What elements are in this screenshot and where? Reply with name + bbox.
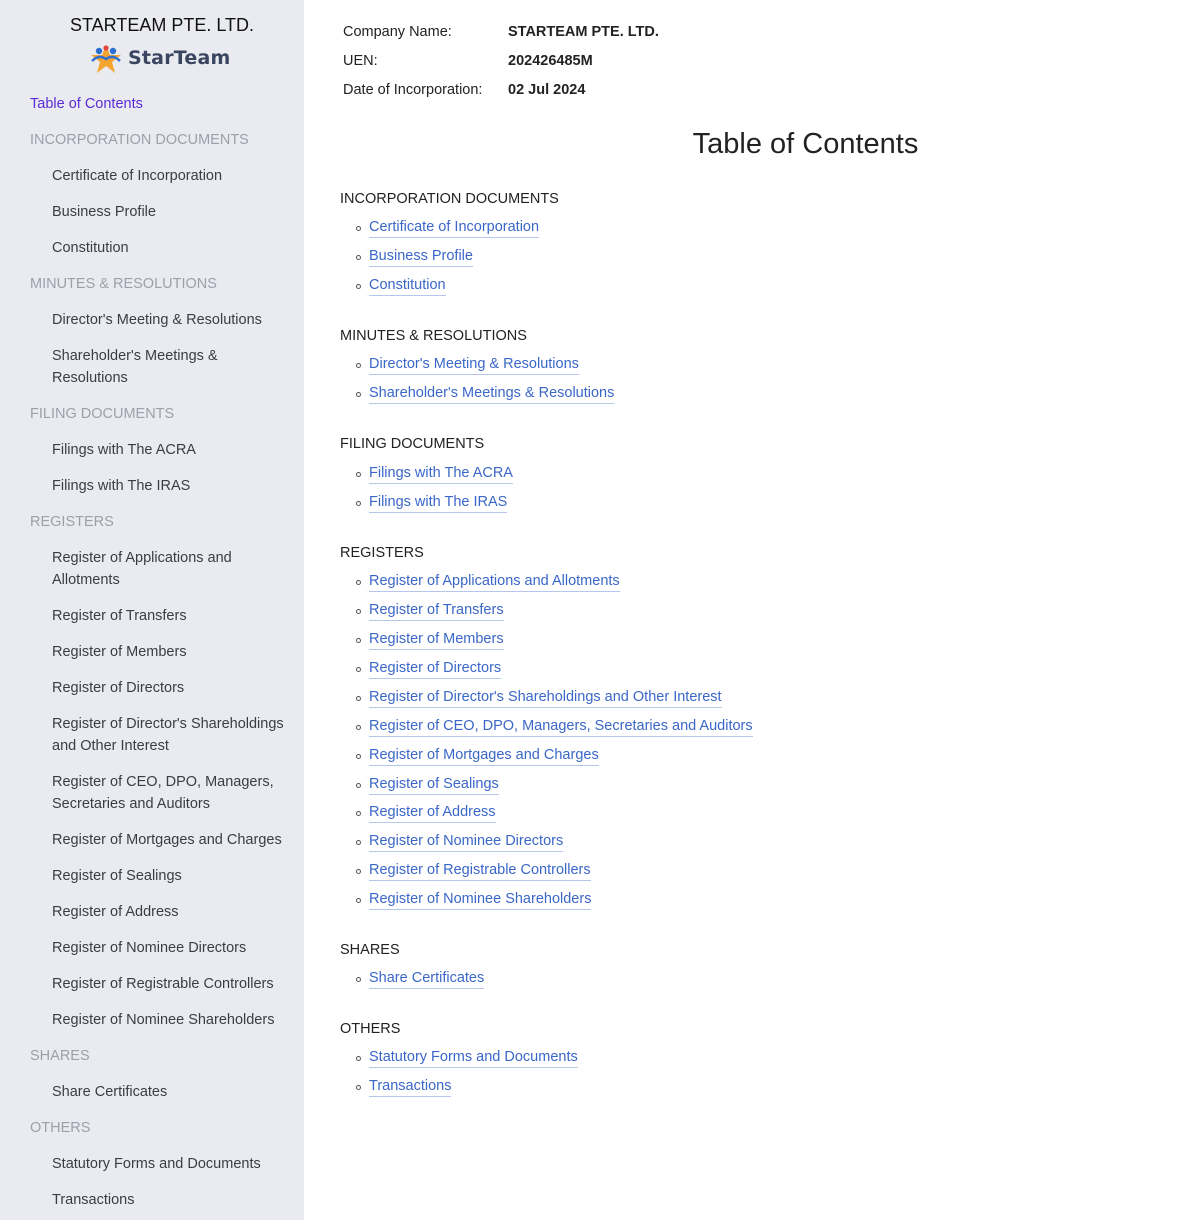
sidebar-section-shares: SHARES [30, 1048, 90, 1064]
bullet-icon [356, 977, 361, 982]
sidebar-item-transactions[interactable]: Transactions [52, 1192, 135, 1208]
uen-value: 202426485M [508, 53, 593, 69]
bullet-icon [356, 580, 361, 585]
sidebar-item-register-address[interactable]: Register of Address [52, 904, 179, 920]
bullet-icon [356, 754, 361, 759]
bullet-icon [356, 898, 361, 903]
sidebar-item-directors-meeting[interactable]: Director's Meeting & Resolutions [52, 312, 262, 328]
toc-item [356, 275, 446, 297]
sidebar-section-minutes: MINUTES & RESOLUTIONS [30, 276, 217, 292]
company-name-heading: STARTEAM PTE. LTD. [69, 15, 255, 35]
bullet-icon [356, 363, 361, 368]
bullet-icon [356, 1085, 361, 1090]
toc-section-registers: REGISTERS [340, 545, 424, 561]
incorporation-date-value: 02 Jul 2024 [508, 82, 586, 98]
toc-link-register-directors[interactable]: Register of Directors [369, 659, 501, 679]
sidebar-item-statutory-forms[interactable]: Statutory Forms and Documents [52, 1156, 261, 1172]
sidebar-toc-link[interactable]: Table of Contents [30, 96, 143, 112]
toc-item [356, 463, 513, 485]
toc-link-register-registrable-controllers[interactable]: Register of Registrable Controllers [369, 861, 591, 881]
toc-link-share-certificates[interactable]: Share Certificates [369, 969, 484, 989]
sidebar-section-incorporation: INCORPORATION DOCUMENTS [30, 132, 249, 148]
toc-item [356, 658, 501, 680]
toc-link-register-address[interactable]: Register of Address [369, 803, 496, 823]
bullet-icon [356, 840, 361, 845]
toc-item [356, 889, 591, 911]
toc-item [356, 383, 614, 405]
bullet-icon [356, 392, 361, 397]
bullet-icon [356, 284, 361, 289]
toc-section-filing: FILING DOCUMENTS [340, 436, 485, 452]
bullet-icon [356, 783, 361, 788]
toc-section-others: OTHERS [340, 1021, 401, 1037]
sidebar-section-registers: REGISTERS [30, 514, 114, 530]
toc-item [356, 745, 599, 767]
toc-link-directors-meeting[interactable]: Director's Meeting & Resolutions [369, 355, 579, 375]
uen-label: UEN: [343, 53, 378, 69]
sidebar-item-register-mortgages[interactable]: Register of Mortgages and Charges [52, 832, 282, 848]
sidebar-item-register-transfers[interactable]: Register of Transfers [52, 608, 187, 624]
toc-item [356, 246, 473, 268]
sidebar-section-others: OTHERS [30, 1120, 91, 1136]
toc-link-transactions[interactable]: Transactions [369, 1077, 451, 1097]
bullet-icon [356, 811, 361, 816]
starteam-logo [86, 41, 231, 75]
toc-link-shareholders-meetings[interactable]: Shareholder's Meetings & Resolutions [369, 384, 614, 404]
bullet-icon [356, 869, 361, 874]
toc-item [356, 217, 539, 239]
toc-section-incorporation: INCORPORATION DOCUMENTS [340, 191, 559, 207]
toc-link-business-profile[interactable]: Business Profile [369, 247, 473, 267]
toc-link-register-applications[interactable]: Register of Applications and Allotments [369, 572, 620, 592]
toc-link-statutory-forms[interactable]: Statutory Forms and Documents [369, 1048, 578, 1068]
toc-section-minutes: MINUTES & RESOLUTIONS [340, 328, 527, 344]
bullet-icon [356, 609, 361, 614]
bullet-icon [356, 696, 361, 701]
sidebar-item-constitution[interactable]: Constitution [52, 240, 129, 256]
toc-link-register-ceo-dpo[interactable]: Register of CEO, DPO, Managers, Secretaries and Auditors [369, 717, 753, 737]
toc-link-register-members[interactable]: Register of Members [369, 630, 504, 650]
toc-item [356, 1047, 578, 1069]
toc-link-register-transfers[interactable]: Register of Transfers [369, 601, 504, 621]
toc-item [356, 968, 484, 990]
toc-item [356, 600, 504, 622]
toc-link-certificate-of-incorporation[interactable]: Certificate of Incorporation [369, 218, 539, 238]
toc-item [356, 1076, 451, 1098]
toc-link-register-mortgages[interactable]: Register of Mortgages and Charges [369, 746, 599, 766]
bullet-icon [356, 1056, 361, 1061]
toc-link-filings-iras[interactable]: Filings with The IRAS [369, 493, 507, 513]
sidebar-item-register-director-shareholdings[interactable]: Register of Director's Shareholdings and Other Interest [52, 716, 284, 754]
bullet-icon [356, 255, 361, 260]
sidebar-item-shareholders-meetings[interactable]: Shareholder's Meetings & Resolutions [52, 348, 218, 386]
toc-link-register-nominee-shareholders[interactable]: Register of Nominee Shareholders [369, 890, 591, 910]
company-name-value: STARTEAM PTE. LTD. [508, 24, 659, 40]
sidebar-item-share-certificates[interactable]: Share Certificates [52, 1084, 168, 1100]
toc-item [356, 831, 563, 853]
toc-item [356, 354, 579, 376]
toc-link-constitution[interactable]: Constitution [369, 276, 446, 296]
toc-item [356, 716, 753, 738]
bullet-icon [356, 725, 361, 730]
sidebar-item-register-nominee-shareholders[interactable]: Register of Nominee Shareholders [52, 1012, 275, 1028]
toc-item [356, 687, 722, 709]
bullet-icon [356, 226, 361, 231]
sidebar-item-register-nominee-directors[interactable]: Register of Nominee Directors [52, 940, 247, 956]
toc-link-filings-acra[interactable]: Filings with The ACRA [369, 464, 513, 484]
logo-text: StarTeam [128, 47, 231, 69]
sidebar-item-business-profile[interactable]: Business Profile [52, 204, 156, 220]
toc-item [356, 802, 496, 824]
toc-item [356, 629, 504, 651]
sidebar-item-filings-iras[interactable]: Filings with The IRAS [52, 478, 191, 494]
bullet-icon [356, 472, 361, 477]
sidebar-item-register-ceo-dpo[interactable]: Register of CEO, DPO, Managers, Secretaries and Auditors [52, 774, 274, 812]
toc-section-shares: SHARES [340, 942, 400, 958]
sidebar [0, 0, 304, 1220]
bullet-icon [356, 501, 361, 506]
bullet-icon [356, 638, 361, 643]
sidebar-section-filing: FILING DOCUMENTS [30, 406, 175, 422]
page-title: Table of Contents [692, 128, 919, 160]
toc-link-register-nominee-directors[interactable]: Register of Nominee Directors [369, 832, 563, 852]
sidebar-item-register-members[interactable]: Register of Members [52, 644, 187, 660]
sidebar-item-certificate-of-incorporation[interactable]: Certificate of Incorporation [52, 168, 223, 184]
toc-link-register-director-shareholdings[interactable]: Register of Director's Shareholdings and Other Interest [369, 688, 722, 708]
toc-item [356, 492, 507, 514]
sidebar-item-register-registrable-controllers[interactable]: Register of Registrable Controllers [52, 976, 274, 992]
toc-item [356, 571, 620, 593]
sidebar-item-filings-acra[interactable]: Filings with The ACRA [52, 442, 196, 458]
sidebar-item-register-directors[interactable]: Register of Directors [52, 680, 185, 696]
bullet-icon [356, 667, 361, 672]
star-logo-icon [86, 41, 126, 75]
main-content [304, 0, 1190, 1220]
sidebar-item-register-applications[interactable]: Register of Applications and Allotments [52, 550, 232, 588]
company-name-label: Company Name: [343, 24, 452, 40]
toc-item [356, 774, 499, 796]
toc-item [356, 860, 591, 882]
incorporation-date-label: Date of Incorporation: [343, 82, 483, 98]
toc-link-register-sealings[interactable]: Register of Sealings [369, 775, 499, 795]
sidebar-item-register-sealings[interactable]: Register of Sealings [52, 868, 182, 884]
